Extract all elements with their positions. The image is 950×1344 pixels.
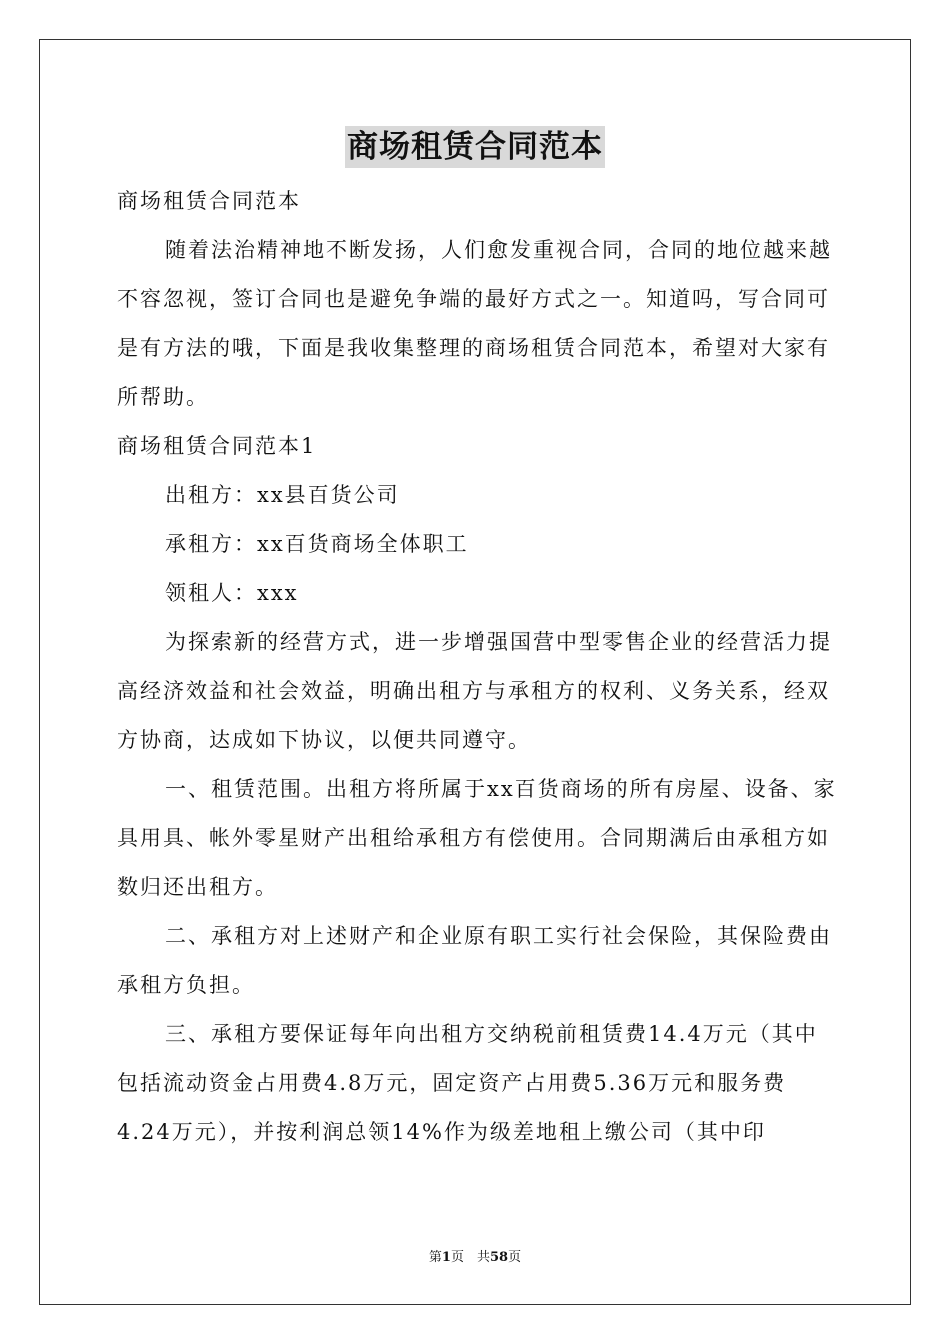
subtitle-paragraph: 商场租赁合同范本 xyxy=(117,189,301,213)
lessor-line: 出租方：xx县百货公司 xyxy=(165,483,400,507)
page-footer xyxy=(0,1246,950,1265)
purpose-paragraph: 为探索新的经营方式，进一步增强国营中型零售企业的经营活力提高经济效益和社会效益，明确出租方与承租方的权利、义务关系，经双方协商，达成如下协议，以便共同遵守。 xyxy=(117,630,832,752)
footer-suffix: 页 xyxy=(508,1250,522,1265)
section-heading: 商场租赁合同范本1 xyxy=(117,434,317,458)
footer-current-page: 1 xyxy=(441,1250,451,1265)
lead-lessee-line: 领租人：xxx xyxy=(165,581,299,605)
footer-prefix: 第 xyxy=(428,1250,442,1265)
document-body xyxy=(117,177,837,1157)
footer-mid: 页 共 xyxy=(450,1250,490,1265)
clause-1-paragraph: 一、租赁范围。出租方将所属于xx百货商场的所有房屋、设备、家具用具、帐外零星财产出租给承租方有偿使用。合同期满后由承租方如数归还出租方。 xyxy=(117,777,837,899)
footer-total-pages: 58 xyxy=(489,1250,509,1265)
lessee-line: 承租方：xx百货商场全体职工 xyxy=(165,532,469,556)
title-container xyxy=(0,126,950,168)
clause-2-paragraph: 二、承租方对上述财产和企业原有职工实行社会保险，其保险费由承租方负担。 xyxy=(117,924,832,997)
clause-3-paragraph: 三、承租方要保证每年向出租方交纳税前租赁费14.4万元（其中包括流动资金占用费4.8万元，固定资产占用费5.36万元和服务费4.24万元），并按利润总领14%作为级差地租上缴公司（其中印 xyxy=(117,1022,818,1144)
document-title: 商场租赁合同范本 xyxy=(345,126,605,168)
intro-paragraph: 随着法治精神地不断发扬，人们愈发重视合同，合同的地位越来越不容忽视，签订合同也是避免争端的最好方式之一。知道吗，写合同可是有方法的哦，下面是我收集整理的商场租赁合同范本，希望对大家有所帮助。 xyxy=(117,238,832,409)
